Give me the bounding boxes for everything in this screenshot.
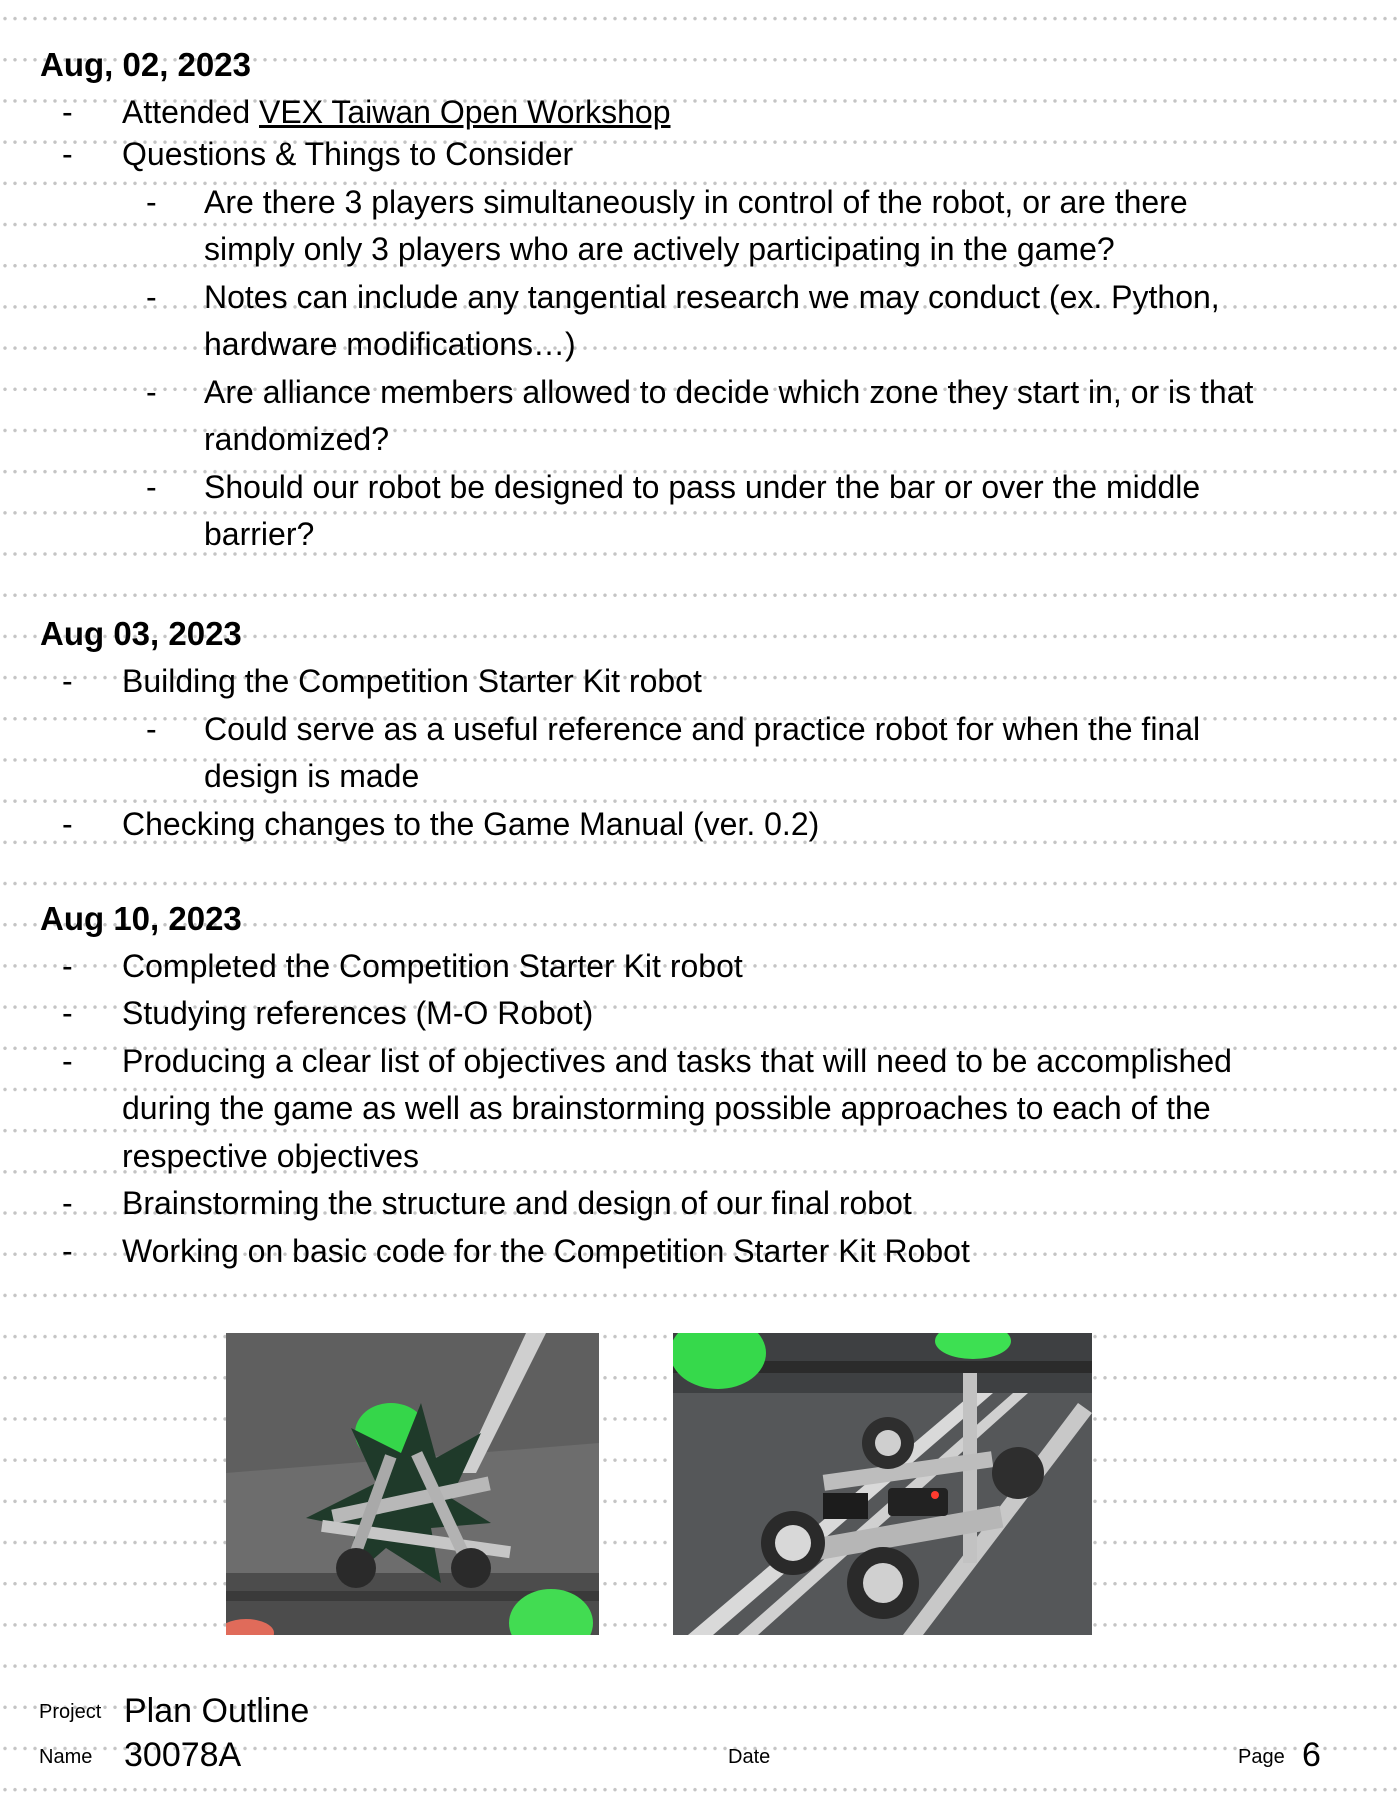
sub-item-line: barrier? — [204, 516, 315, 552]
entry-date: Aug, 02, 2023 — [40, 46, 251, 83]
bullet-dash: - — [62, 136, 73, 172]
bullet-dash: - — [62, 995, 73, 1031]
entry-item: Checking changes to the Game Manual (ver. 0.2) — [122, 806, 820, 842]
entry-date: Aug 10, 2023 — [40, 900, 242, 937]
bullet-dash: - — [62, 94, 73, 130]
sub-item-line: simply only 3 players who are actively participating in the game? — [204, 231, 1115, 267]
bullet-dash: - — [146, 469, 157, 505]
entry-item-line: during the game as well as brainstorming possible approaches to each of the — [122, 1090, 1211, 1126]
entry-item-line: Producing a clear list of objectives and tasks that will need to be accomplished — [122, 1043, 1232, 1079]
entry-item: Completed the Competition Starter Kit robot — [122, 948, 743, 984]
entry-item: Questions & Things to Consider — [122, 136, 574, 172]
sub-item-line: Should our robot be designed to pass under the bar or over the middle — [204, 469, 1201, 505]
bullet-dash: - — [62, 1185, 73, 1221]
starter-kit-robot-photo — [673, 1333, 1092, 1635]
bullet-dash: - — [146, 184, 157, 220]
sub-item-line: design is made — [204, 758, 420, 794]
project-value: Plan Outline — [124, 1692, 310, 1730]
name-label: Name — [39, 1746, 93, 1768]
bullet-dash: - — [62, 1233, 73, 1269]
entry-item: Brainstorming the structure and design of our final robot — [122, 1185, 912, 1221]
mo-robot-photo — [226, 1333, 599, 1635]
page-number: 6 — [1302, 1736, 1321, 1774]
sub-item-line: hardware modifications…) — [204, 326, 576, 362]
sub-item-line: Are there 3 players simultaneously in control of the robot, or are there — [204, 184, 1188, 220]
item-prefix: Attended — [122, 94, 259, 130]
page-label: Page — [1238, 1746, 1285, 1768]
sub-item-line: Are alliance members allowed to decide which zone they start in, or is that — [204, 374, 1254, 410]
entry-item: Working on basic code for the Competition Starter Kit Robot — [122, 1233, 970, 1269]
sub-item-line: randomized? — [204, 421, 389, 457]
name-value: 30078A — [124, 1736, 242, 1774]
bullet-dash: - — [62, 1043, 73, 1079]
mo-robot-image — [226, 1333, 599, 1635]
bullet-dash: - — [62, 806, 73, 842]
starter-kit-robot-image — [673, 1333, 1092, 1635]
sub-item-line: Notes can include any tangential research we may conduct (ex. Python, — [204, 279, 1220, 315]
entry-item-line: respective objectives — [122, 1138, 420, 1174]
bullet-dash: - — [146, 279, 157, 315]
bullet-dash: - — [62, 948, 73, 984]
entry-item: Building the Competition Starter Kit robot — [122, 663, 702, 699]
entry-item: Studying references (M-O Robot) — [122, 995, 594, 1031]
workshop-link[interactable]: VEX Taiwan Open Workshop — [259, 94, 671, 130]
bullet-dash: - — [62, 663, 73, 699]
bullet-dash: - — [146, 374, 157, 410]
project-label: Project — [39, 1701, 102, 1723]
entry-date: Aug 03, 2023 — [40, 615, 242, 652]
sub-item-line: Could serve as a useful reference and practice robot for when the final — [204, 711, 1201, 747]
date-label: Date — [728, 1746, 771, 1768]
entry-item — [122, 92, 670, 133]
bullet-dash: - — [146, 711, 157, 747]
